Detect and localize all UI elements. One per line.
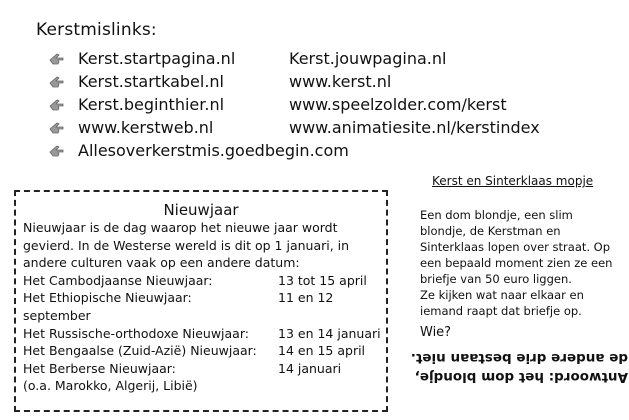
answer-line: de andere drie bestaan niet.	[410, 350, 628, 366]
link-speelzolder[interactable]: www.speelzolder.com/kerst	[289, 95, 507, 114]
pointing-hand-icon	[48, 143, 66, 159]
pointing-hand-icon	[48, 51, 66, 67]
newyear-intro-line: andere culturen vaak op een andere datum:	[23, 255, 300, 271]
newyear-row: Het Russische-orthodoxe Nieuwjaar: 13 en 14 januari	[23, 325, 381, 341]
newyear-row: Het Bengaalse (Zuid-Azië) Nieuwjaar: 14 en 15 april	[23, 343, 366, 359]
newyear-row: Het Ethiopische Nieuwjaar: 11 en 12	[23, 290, 334, 306]
newyear-row: Het Berberse Nieuwjaar: 14 januari	[23, 360, 342, 376]
pointing-hand-icon	[48, 97, 66, 113]
joke-line: Ze kijken wat naar elkaar en	[420, 288, 584, 302]
newyear-intro-line: gevierd. In de Westerse wereld is dit op 1 januari, in	[23, 237, 350, 253]
link-kerst-jouwpagina[interactable]: Kerst.jouwpagina.nl	[289, 49, 447, 68]
link-allesoverkerstmis[interactable]: Allesoverkerstmis.goedbegin.com	[78, 141, 349, 160]
newyear-row: Het Cambodjaanse Nieuwjaar: 13 tot 15 april	[23, 272, 367, 288]
links-heading: Kerstmislinks:	[36, 20, 157, 40]
pointing-hand-icon	[48, 74, 66, 90]
joke-line: een bepaald moment zien ze een	[420, 256, 613, 270]
newyear-row: september	[23, 307, 91, 323]
newyear-box	[14, 190, 388, 412]
newyear-row: (o.a. Marokko, Algerij, Libië)	[23, 378, 198, 394]
newyear-title: Nieuwjaar	[163, 201, 239, 219]
answer-line: Antwoord: het dom blondje,	[414, 369, 628, 385]
joke-line: Een dom blondje, een slim	[420, 208, 573, 222]
newyear-intro-line: Nieuwjaar is de dag waarop het nieuwe jaar wordt	[23, 220, 338, 235]
link-kerst-startpagina[interactable]: Kerst.startpagina.nl	[78, 49, 236, 68]
newyear-text	[23, 219, 385, 395]
links-list	[48, 49, 628, 164]
joke-line: briefje van 50 euro liggen.	[420, 272, 572, 286]
joke-line: iemand raapt dat briefje op.	[420, 304, 582, 318]
joke-answer-upside-down	[396, 348, 628, 386]
link-kerst-beginthier[interactable]: Kerst.beginthier.nl	[78, 95, 225, 114]
list-item	[48, 72, 628, 95]
joke-text	[420, 207, 618, 319]
joke-line: Sinterklaas lopen over straat. Op	[420, 240, 611, 254]
link-kerst-startkabel[interactable]: Kerst.startkabel.nl	[78, 72, 224, 91]
pointing-hand-icon	[48, 120, 66, 136]
joke-question: Wie?	[420, 325, 452, 340]
joke-title: Kerst en Sinterklaas mopje	[432, 174, 594, 188]
link-animatiesite[interactable]: www.animatiesite.nl/kerstindex	[289, 118, 540, 137]
list-item	[48, 118, 628, 141]
link-kerstweb[interactable]: www.kerstweb.nl	[78, 118, 214, 137]
list-item	[48, 141, 628, 164]
list-item	[48, 49, 628, 72]
joke-line: blondje, de Kerstman en	[420, 224, 561, 238]
list-item	[48, 95, 628, 118]
link-www-kerst[interactable]: www.kerst.nl	[289, 72, 392, 91]
